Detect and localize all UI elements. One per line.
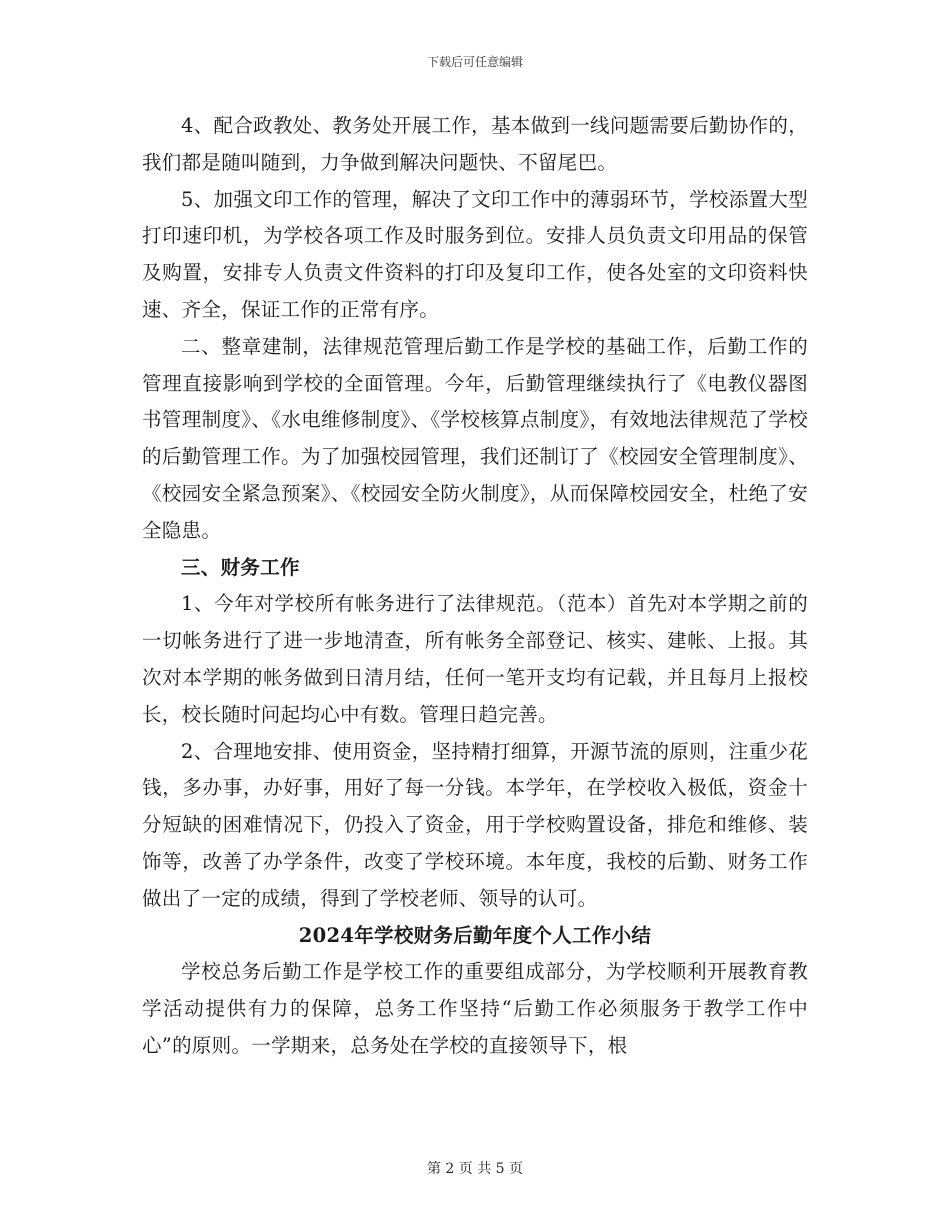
document-title: 2024年学校财务后勤年度个人工作小结 bbox=[298, 923, 652, 947]
paragraph-closing: 学校总务后勤工作是学校工作的重要组成部分，为学校顺利开展教育教学活动提供有力的保障，总务工作坚持“后勤工作必须服务于教学工作中心”的原则。一学期来，总务处在学校的直接领导下，根 bbox=[142, 960, 808, 1057]
paragraph-section-2: 二、整章建制，法律规范管理后勤工作是学校的基础工作，后勤工作的管理直接影响到学校的全面管理。今年，后勤管理继续执行了《电教仪器图书管理制度》、《水电维修制度》、《学校核算点制度》，有效地法律规范了学校的后勤管理工作。为了加强校园管理，我们还制订了《校园安全管理制度》、《校园安全紧急预案》、《校园安全防火制度》，从而保障校园安全，杜绝了安全隐患。 bbox=[142, 334, 808, 542]
paragraph-finance-2: 2、合理地安排、使用资金，坚持精打细算，开源节流的原则，注重少花钱，多办事，办好事，用好了每一分钱。本学年，在学校收入极低，资金十分短缺的困难情况下，仍投入了资金，用于学校购置设备，排危和维修、装饰等，改善了办学条件，改变了学校环境。本年度，我校的后勤、财务工作做出了一定的成绩，得到了学校老师、领导的认可。 bbox=[142, 739, 808, 910]
paragraph-item-5: 5、加强文印工作的管理，解决了文印工作中的薄弱环节，学校添置大型打印速印机，为学校各项工作及时服务到位。安排人员负责文印用品的保管及购置，安排专人负责文件资料的打印及复印工作，使各处室的文印资料快速、齐全，保证工作的正常有序。 bbox=[142, 187, 808, 321]
section-heading-finance: 三、财务工作 bbox=[181, 555, 300, 579]
paragraph-finance-1: 1、今年对学校所有帐务进行了法律规范。（范本）首先对本学期之前的一切帐务进行了进一步地清查，所有帐务全部登记、核实、建帐、上报。其次对本学期的帐务做到日清月结，任何一笔开支均有记载，并且每月上报校长，校长随时问起均心中有数。管理日趋完善。 bbox=[142, 592, 808, 726]
document-body bbox=[142, 108, 808, 1065]
header-note: 下载后可任意编辑 bbox=[426, 55, 523, 69]
page-indicator: 第 2 页 共 5 页 bbox=[426, 1161, 524, 1177]
paragraph-item-4: 4、配合政教处、教务处开展工作，基本做到一线问题需要后勤协作的，我们都是随叫随到，力争做到解决问题快、不留尾巴。 bbox=[142, 114, 808, 174]
